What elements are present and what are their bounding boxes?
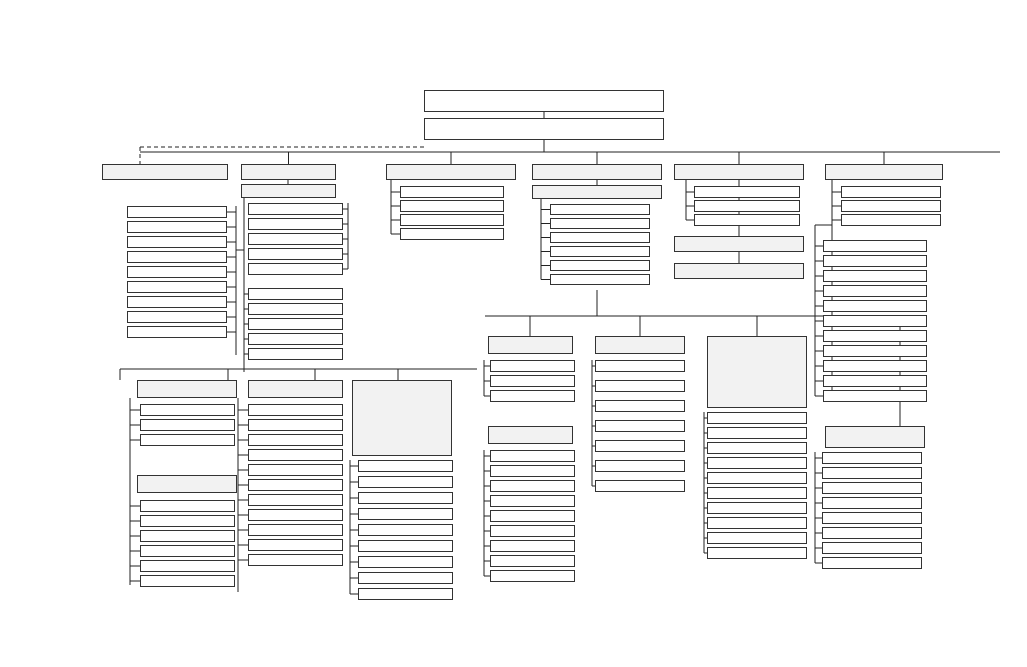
prosecution-item — [248, 263, 343, 275]
asst-planning-item — [490, 390, 575, 402]
prosecution-dept-item — [127, 326, 227, 338]
gov-prosecution-item — [358, 588, 453, 600]
asst-admin-item — [490, 510, 575, 522]
asst-admin-item — [490, 465, 575, 477]
asst-digital-item — [822, 482, 922, 494]
vice-president-box — [424, 118, 664, 140]
asst-digital-header — [825, 426, 925, 448]
gov-courts-dg-item — [707, 427, 807, 439]
asst-courts-item — [595, 440, 685, 452]
gov-prosecution-item — [358, 540, 453, 552]
supreme-court-item — [694, 186, 800, 198]
prosecution-dept-item — [127, 221, 227, 233]
muscat-prosecution-item — [248, 554, 343, 566]
muscat-prosecution-item — [248, 524, 343, 536]
secretariat-item — [550, 260, 650, 271]
gov-courts-dg-header — [707, 336, 807, 408]
prosecution-dept-item — [127, 266, 227, 278]
gov-courts-dg-item — [707, 457, 807, 469]
secretariat-item — [550, 246, 650, 257]
exec-dept-header — [137, 380, 237, 398]
prosecutor-general — [241, 184, 336, 198]
vp-office-item — [841, 214, 941, 226]
muscat-prosecution-item — [248, 404, 343, 416]
inspection-item — [400, 200, 504, 212]
asst-digital-item — [822, 527, 922, 539]
muscat-prosecution-item — [248, 539, 343, 551]
gov-courts-dg-item — [707, 532, 807, 544]
gov-prosecution-item — [358, 508, 453, 520]
vp-office-item — [823, 375, 927, 387]
muscat-prosecution-item — [248, 494, 343, 506]
secretariat-item — [550, 274, 650, 285]
vp-office-item — [823, 330, 927, 342]
gov-courts-dg-item — [707, 472, 807, 484]
exec-dept-item — [140, 419, 235, 431]
asst-admin-item — [490, 570, 575, 582]
gov-courts-dg-item — [707, 502, 807, 514]
institute-header — [102, 164, 228, 180]
muscat-prosecution-item — [248, 449, 343, 461]
gov-prosecution-item — [358, 492, 453, 504]
muscat-prosecution-item — [248, 419, 343, 431]
vp-office-item — [823, 315, 927, 327]
admin-fin-dg-item — [140, 560, 235, 572]
asst-admin-header — [488, 426, 573, 444]
vp-office-header — [825, 164, 943, 180]
asst-digital-item — [822, 542, 922, 554]
vp-office-item — [823, 240, 927, 252]
asst-admin-item — [490, 495, 575, 507]
admin-fin-dg-item — [140, 575, 235, 587]
inspection-item — [400, 228, 504, 240]
court-of-appeal — [674, 236, 804, 252]
prosecution-dept-item — [127, 281, 227, 293]
asst-digital-item — [822, 497, 922, 509]
asst-planning-header — [488, 336, 573, 354]
secretariat-item — [550, 204, 650, 215]
council-box — [424, 90, 664, 112]
asst-admin-item — [490, 450, 575, 462]
gov-courts-dg-item — [707, 442, 807, 454]
gov-courts-dg-item — [707, 517, 807, 529]
admin-fin-dg-header — [137, 475, 237, 493]
vp-office-item — [823, 360, 927, 372]
supreme-court-item — [694, 200, 800, 212]
vp-office-item — [823, 300, 927, 312]
asst-courts-item — [595, 360, 685, 372]
prosecution-item — [248, 248, 343, 260]
asst-digital-item — [822, 467, 922, 479]
muscat-prosecution-item — [248, 464, 343, 476]
asst-planning-item — [490, 375, 575, 387]
admin-fin-dg-item — [140, 515, 235, 527]
asst-courts-header — [595, 336, 685, 354]
supreme-court-item — [694, 214, 800, 226]
secretary-general — [532, 185, 662, 199]
gov-prosecution-item — [358, 524, 453, 536]
secretariat-item — [550, 232, 650, 243]
supreme-court-header — [674, 164, 804, 180]
asst-planning-item — [490, 360, 575, 372]
vp-office-item — [823, 270, 927, 282]
exec-dept-item — [140, 404, 235, 416]
inspection-item — [400, 214, 504, 226]
gov-prosecution-item — [358, 460, 453, 472]
prosecution-dept-item — [127, 311, 227, 323]
prosecution-item — [248, 288, 343, 300]
asst-digital-item — [822, 557, 922, 569]
prosecution-item — [248, 348, 343, 360]
vp-office-item — [841, 200, 941, 212]
asst-admin-item — [490, 555, 575, 567]
admin-fin-dg-item — [140, 530, 235, 542]
vp-office-item — [823, 255, 927, 267]
prosecution-item — [248, 233, 343, 245]
asst-courts-item — [595, 380, 685, 392]
asst-courts-item — [595, 400, 685, 412]
inspection-header — [386, 164, 516, 180]
vp-office-item — [823, 390, 927, 402]
gov-courts-dg-item — [707, 412, 807, 424]
prosecution-item — [248, 318, 343, 330]
secretariat-item — [550, 218, 650, 229]
muscat-prosecution-item — [248, 434, 343, 446]
prosecution-item — [248, 203, 343, 215]
asst-admin-item — [490, 525, 575, 537]
asst-courts-item — [595, 480, 685, 492]
admin-fin-dg-item — [140, 545, 235, 557]
asst-courts-item — [595, 460, 685, 472]
prosecution-header — [241, 164, 336, 180]
gov-prosecution-header — [352, 380, 452, 456]
prosecution-dept-item — [127, 296, 227, 308]
primary-courts — [674, 263, 804, 279]
gov-prosecution-item — [358, 572, 453, 584]
prosecution-dept-item — [127, 251, 227, 263]
gov-courts-dg-item — [707, 487, 807, 499]
asst-digital-item — [822, 452, 922, 464]
inspection-item — [400, 186, 504, 198]
exec-dept-item — [140, 434, 235, 446]
asst-admin-item — [490, 480, 575, 492]
prosecution-dept-item — [127, 206, 227, 218]
secretariat-header — [532, 164, 662, 180]
muscat-prosecution-item — [248, 479, 343, 491]
prosecution-item — [248, 333, 343, 345]
muscat-prosecution-header — [248, 380, 343, 398]
asst-admin-item — [490, 540, 575, 552]
prosecution-item — [248, 303, 343, 315]
prosecution-dept-item — [127, 236, 227, 248]
gov-prosecution-item — [358, 476, 453, 488]
muscat-prosecution-item — [248, 509, 343, 521]
admin-fin-dg-item — [140, 500, 235, 512]
prosecution-item — [248, 218, 343, 230]
vp-office-item — [841, 186, 941, 198]
vp-office-item — [823, 345, 927, 357]
vp-office-item — [823, 285, 927, 297]
gov-prosecution-item — [358, 556, 453, 568]
gov-courts-dg-item — [707, 547, 807, 559]
asst-courts-item — [595, 420, 685, 432]
asst-digital-item — [822, 512, 922, 524]
